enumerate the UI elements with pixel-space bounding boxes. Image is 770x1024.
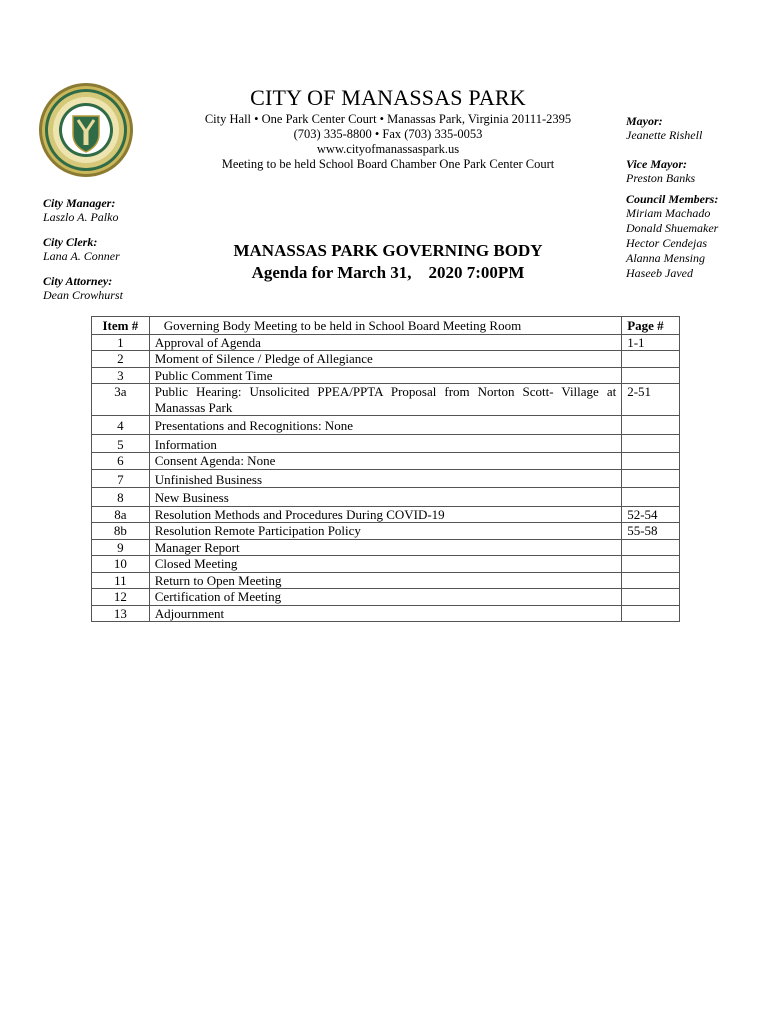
item-page (622, 416, 680, 435)
item-description: Consent Agenda: None (149, 453, 621, 470)
item-number: 10 (92, 556, 150, 573)
table-row (92, 506, 680, 523)
item-description: Closed Meeting (149, 556, 621, 573)
agenda-title-line2: Agenda for March 31, 2020 7:00PM (251, 263, 525, 282)
item-description: Resolution Remote Participation Policy (149, 523, 621, 540)
city-attorney-role: City Attorney: (43, 274, 113, 288)
table-row (92, 416, 680, 435)
item-page (622, 434, 680, 453)
meeting-location: Meeting to be held School Board Chamber One Park Center Court (221, 157, 555, 171)
item-description: Moment of Silence / Pledge of Allegiance (149, 351, 621, 368)
city-address: City Hall • One Park Center Court • Manassas Park, Virginia 20111-2395 (204, 112, 572, 126)
table-row (92, 469, 680, 488)
item-description: Information (149, 434, 621, 453)
item-page: 55-58 (622, 523, 680, 540)
table-row (92, 488, 680, 507)
city-title: CITY OF MANASSAS PARK (250, 85, 526, 110)
table-row (92, 351, 680, 368)
item-page (622, 589, 680, 606)
table-header-row (92, 317, 680, 335)
item-description: Approval of Agenda (149, 334, 621, 351)
item-description: Resolution Methods and Procedures During COVID-19 (149, 506, 621, 523)
item-page (622, 488, 680, 507)
item-description: Certification of Meeting (149, 589, 621, 606)
item-page (622, 539, 680, 556)
item-number: 12 (92, 589, 150, 606)
item-page (622, 469, 680, 488)
council-member: Haseeb Javed (626, 266, 693, 280)
letterhead (190, 86, 586, 172)
col-page-header: Page # (622, 317, 680, 335)
item-page: 2-51 (622, 384, 680, 416)
item-page (622, 453, 680, 470)
item-number: 8a (92, 506, 150, 523)
city-attorney-name: Dean Crowhurst (43, 288, 123, 302)
council-member: Donald Shuemaker (626, 221, 719, 235)
item-description: Adjournment (149, 605, 621, 622)
council-member: Alanna Mensing (626, 251, 705, 265)
website: www.cityofmanassaspark.us (316, 142, 460, 156)
item-page (622, 351, 680, 368)
item-number: 3 (92, 367, 150, 384)
item-number: 9 (92, 539, 150, 556)
item-description: Return to Open Meeting (149, 572, 621, 589)
table-row (92, 605, 680, 622)
table-row (92, 589, 680, 606)
item-number: 6 (92, 453, 150, 470)
council-member: Miriam Machado (626, 206, 711, 220)
mayor-role: Mayor: (626, 114, 663, 128)
table-row (92, 453, 680, 470)
table-row (92, 434, 680, 453)
item-page: 1-1 (622, 334, 680, 351)
agenda-title (190, 240, 586, 284)
item-number: 13 (92, 605, 150, 622)
city-clerk-role: City Clerk: (43, 235, 98, 249)
city-manager-role: City Manager: (43, 196, 116, 210)
vice-mayor-role: Vice Mayor: (626, 157, 687, 171)
item-number: 4 (92, 416, 150, 435)
table-row (92, 572, 680, 589)
mayor-name: Jeanette Rishell (626, 128, 703, 142)
item-number: 2 (92, 351, 150, 368)
item-page (622, 605, 680, 622)
item-description: New Business (149, 488, 621, 507)
item-description: Presentations and Recognitions: None (149, 416, 621, 435)
agenda-table (91, 316, 680, 622)
item-page (622, 556, 680, 573)
council-role: Council Members: (626, 192, 719, 206)
table-row (92, 556, 680, 573)
officials-left (43, 196, 213, 303)
vice-mayor-name: Preston Banks (626, 171, 696, 185)
agenda-title-line1: MANASSAS PARK GOVERNING BODY (233, 241, 543, 260)
col-item-header: Item # (92, 317, 150, 335)
item-number: 11 (92, 572, 150, 589)
item-page (622, 572, 680, 589)
item-number: 8b (92, 523, 150, 540)
table-row (92, 334, 680, 351)
council-member: Hector Cendejas (626, 236, 707, 250)
table-row (92, 539, 680, 556)
item-page (622, 367, 680, 384)
item-number: 5 (92, 434, 150, 453)
item-description: Unfinished Business (149, 469, 621, 488)
phone-fax: (703) 335-8800 • Fax (703) 335-0053 (293, 127, 483, 141)
officials-right (626, 114, 766, 281)
item-description: Manager Report (149, 539, 621, 556)
item-number: 1 (92, 334, 150, 351)
table-row (92, 367, 680, 384)
item-number: 8 (92, 488, 150, 507)
table-row (92, 384, 680, 416)
item-page: 52-54 (622, 506, 680, 523)
item-number: 7 (92, 469, 150, 488)
item-number: 3a (92, 384, 150, 416)
city-manager-name: Laszlo A. Palko (43, 210, 119, 224)
item-description: Public Comment Time (149, 367, 621, 384)
table-row (92, 523, 680, 540)
col-desc-header: Governing Body Meeting to be held in School Board Meeting Room (149, 317, 621, 335)
city-seal-logo (38, 82, 134, 178)
item-description: Public Hearing: Unsolicited PPEA/PPTA Proposal from Norton Scott- Village at Manassas Park (149, 384, 621, 416)
city-clerk-name: Lana A. Conner (43, 249, 120, 263)
